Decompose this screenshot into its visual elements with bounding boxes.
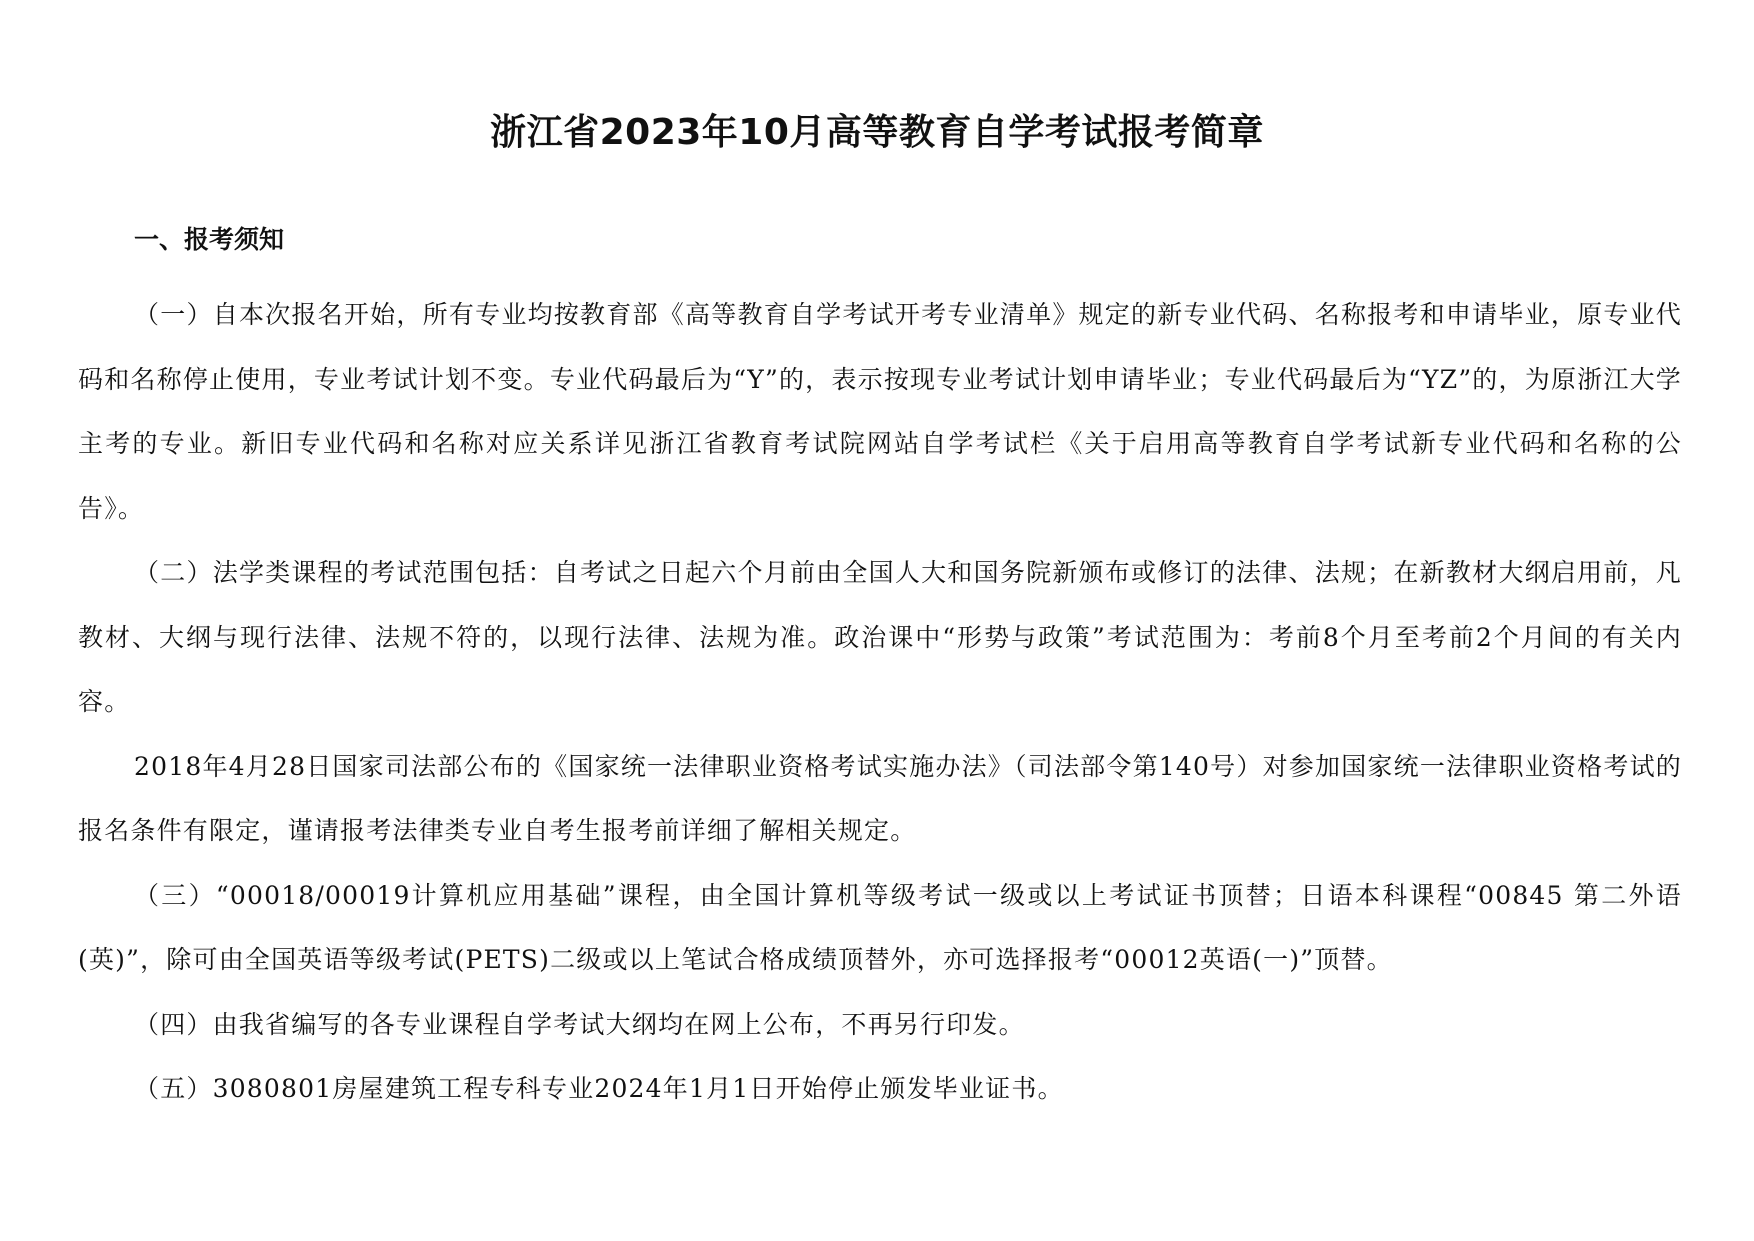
section-body <box>78 283 1682 1122</box>
section-heading: 一、报考须知 <box>134 225 285 254</box>
paragraph-2: （二）法学类课程的考试范围包括：自考试之日起六个月前由全国人大和国务院新颁布或修订的法律、法规；在新教材大纲启用前，凡教材、大纲与现行法律、法规不符的，以现行法律、法规为准。政治课中“形势与政策”考试范围为：考前8个月至考前2个月间的有关内容。 <box>78 558 1682 716</box>
paragraph-4: （三）“00018/00019计算机应用基础”课程，由全国计算机等级考试一级或以上考试证书顶替；日语本科课程“00845 第二外语(英)”，除可由全国英语等级考试(PETS)二级或以上笔试合格成绩顶替外，亦可选择报考“00012英语(一)”顶替。 <box>78 880 1682 974</box>
paragraph-5: （四）由我省编写的各专业课程自学考试大纲均在网上公布，不再另行印发。 <box>134 1009 1025 1039</box>
paragraph-3: 2018年4月28日国家司法部公布的《国家统一法律职业资格考试实施办法》（司法部令第140号）对参加国家统一法律职业资格考试的报名条件有限定，谨请报考法律类专业自考生报考前详细了解相关规定。 <box>78 751 1682 845</box>
paragraph-1: （一）自本次报名开始，所有专业均按教育部《高等教育自学考试开考专业清单》规定的新专业代码、名称报考和申请毕业，原专业代码和名称停止使用，专业考试计划不变。专业代码最后为“Y”的，表示按现专业考试计划申请毕业；专业代码最后为“YZ”的，为原浙江大学主考的专业。新旧专业代码和名称对应关系详见浙江省教育考试院网站自学考试栏《关于启用高等教育自学考试新专业代码和名称的公告》。 <box>78 300 1682 523</box>
paragraph-6: （五）3080801房屋建筑工程专科专业2024年1月1日开始停止颁发毕业证书。 <box>134 1074 1064 1103</box>
document-title: 浙江省2023年10月高等教育自学考试报考简章 <box>490 112 1264 154</box>
